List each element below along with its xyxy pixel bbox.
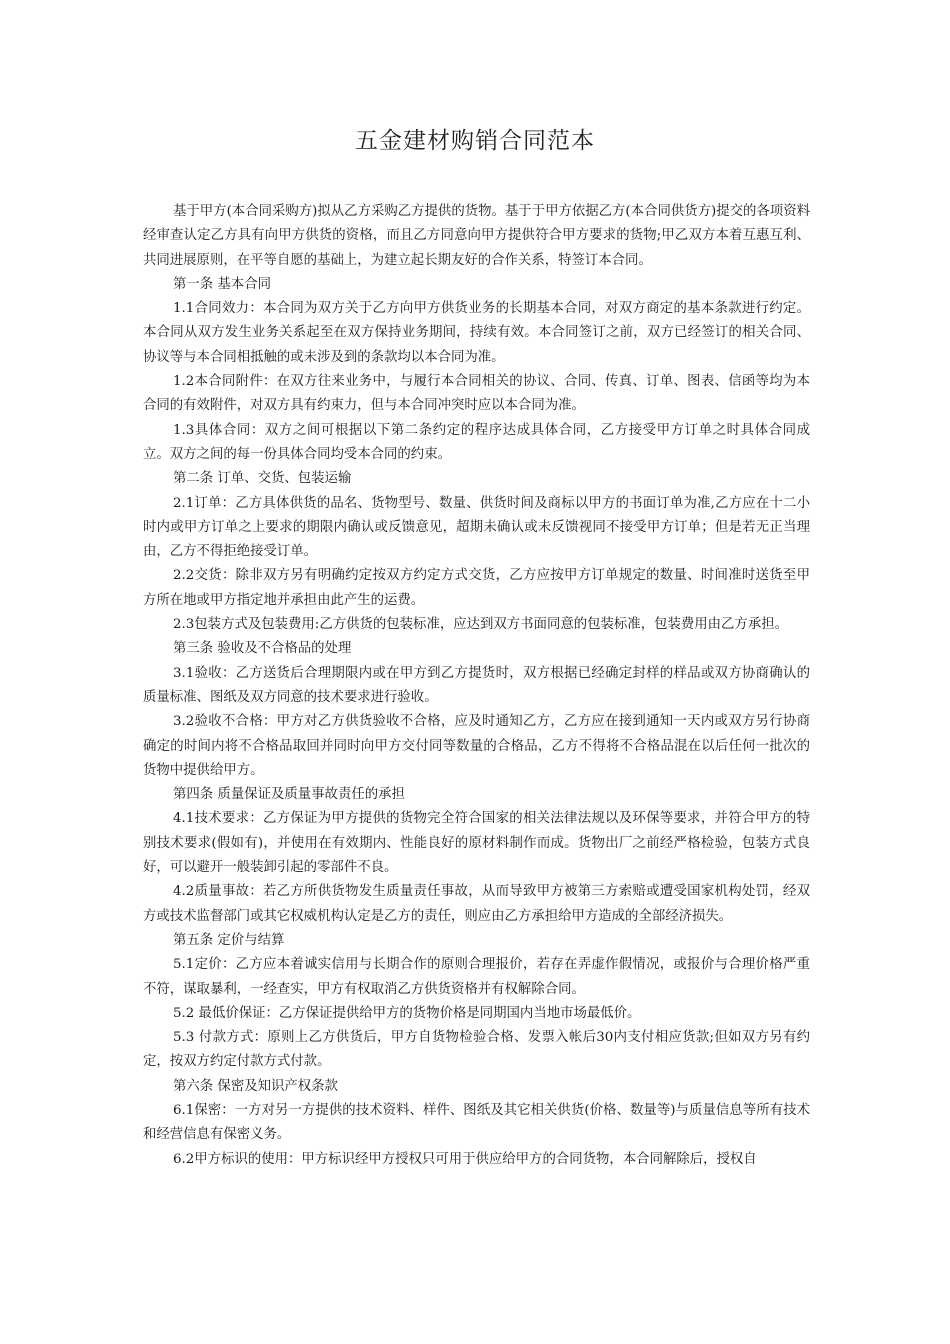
clause-paragraph: 6.2甲方标识的使用：甲方标识经甲方授权只可用于供应给甲方的合同货物，本合同解除后，授权自 (173, 1151, 757, 1167)
document-title: 五金建材购销合同范本 (355, 128, 595, 154)
clause-paragraph: 4.1技术要求：乙方保证为甲方提供的货物完全符合国家的相关法律法规以及环保等要求，并符合甲方的特别技术要求(假如有)，并使用在有效期内、性能良好的原材料制作而成。货物出厂之前经严格检验，包装方式良好，可以避开一般装卸引起的零部件不良。 (143, 811, 810, 876)
article-heading: 第一条 基本合同 (173, 276, 271, 292)
clause-paragraph: 1.3具体合同：双方之间可根据以下第二条约定的程序达成具体合同，乙方接受甲方订单之时具体合同成立。双方之间的每一份具体合同均受本合同的约束。 (143, 422, 810, 462)
clause-paragraph: 3.2验收不合格：甲方对乙方供货验收不合格，应及时通知乙方，乙方应在接到通知一天内或双方另行协商确定的时间内将不合格品取回并同时向甲方交付同等数量的合格品，乙方不得将不合格品混在以后任何一批次的货物中提供给甲方。 (143, 714, 810, 778)
clause-paragraph: 2.1订单：乙方具体供货的品名、货物型号、数量、供货时间及商标以甲方的书面订单为准,乙方应在十二小时内或甲方订单之上要求的期限内确认或反馈意见，超期未确认或未反馈视同不接受甲方订单；但是若无正当理由，乙方不得拒绝接受订单。 (143, 495, 810, 560)
clause-paragraph: 3.1验收：乙方送货后合理期限内或在甲方到乙方提货时，双方根据已经确定封样的样品或双方协商确认的质量标准、图纸及双方同意的技术要求进行验收。 (143, 665, 810, 705)
clause-paragraph: 2.3包装方式及包装费用:乙方供货的包装标准，应达到双方书面同意的包装标准，包装费用由乙方承担。 (173, 617, 788, 633)
article-heading: 第六条 保密及知识产权条款 (173, 1078, 338, 1094)
clause-paragraph: 4.2质量事故：若乙方所供货物发生质量责任事故，从而导致甲方被第三方索赔或遭受国家机构处罚，经双方或技术监督部门或其它权威机构认定是乙方的责任，则应由乙方承担给甲方造成的全部经济损失。 (143, 884, 810, 924)
article-heading: 第四条 质量保证及质量事故责任的承担 (173, 787, 405, 803)
article-heading: 第二条 订单、交货、包装运输 (173, 471, 352, 487)
clause-paragraph: 1.2本合同附件：在双方往来业务中，与履行本合同相关的协议、合同、传真、订单、图表、信函等均为本合同的有效附件，对双方具有约束力，但与本合同冲突时应以本合同为准。 (143, 374, 810, 414)
clause-paragraph: 5.1定价：乙方应本着诚实信用与长期合作的原则合理报价，若存在弄虚作假情况，或报价与合理价格严重不符，谋取暴利，一经查实，甲方有权取消乙方供货资格并有权解除合同。 (143, 957, 810, 997)
article-heading: 第三条 验收及不合格品的处理 (173, 641, 352, 657)
clause-paragraph: 1.1合同效力：本合同为双方关于乙方向甲方供货业务的长期基本合同，对双方商定的基本条款进行约定。本合同从双方发生业务关系起至在双方保持业务期间，持续有效。本合同签订之前，双方已经签订的相关合同、协议等与本合同相抵触的或未涉及到的条款均以本合同为准。 (143, 301, 810, 365)
clause-paragraph: 2.2交货：除非双方另有明确约定按双方约定方式交货，乙方应按甲方订单规定的数量、时间准时送货至甲方所在地或甲方指定地并承担由此产生的运费。 (143, 568, 810, 608)
clause-paragraph: 5.2 最低价保证：乙方保证提供给甲方的货物价格是同期国内当地市场最低价。 (173, 1005, 641, 1021)
clause-paragraph: 基于甲方(本合同采购方)拟从乙方采购乙方提供的货物。基于于甲方依据乙方(本合同供货方)提交的各项资料经审查认定乙方具有向甲方供货的资格，而且乙方同意向甲方提供符合甲方要求的货物;甲乙双方本着互惠互利、共同进展原则，在平等自愿的基础上，为建立起长期友好的合作关系，特签订本合同。 (143, 204, 810, 268)
article-heading: 第五条 定价与结算 (173, 932, 285, 948)
clause-paragraph: 6.1保密：一方对另一方提供的技术资料、样件、图纸及其它相关供货(价格、数量等)与质量信息等所有技术和经营信息有保密义务。 (143, 1102, 810, 1143)
document-body (143, 200, 810, 1172)
clause-paragraph: 5.3 付款方式：原则上乙方供货后，甲方自货物检验合格、发票入帐后30内支付相应货款;但如双方另有约定，按双方约定付款方式付款。 (143, 1030, 810, 1070)
